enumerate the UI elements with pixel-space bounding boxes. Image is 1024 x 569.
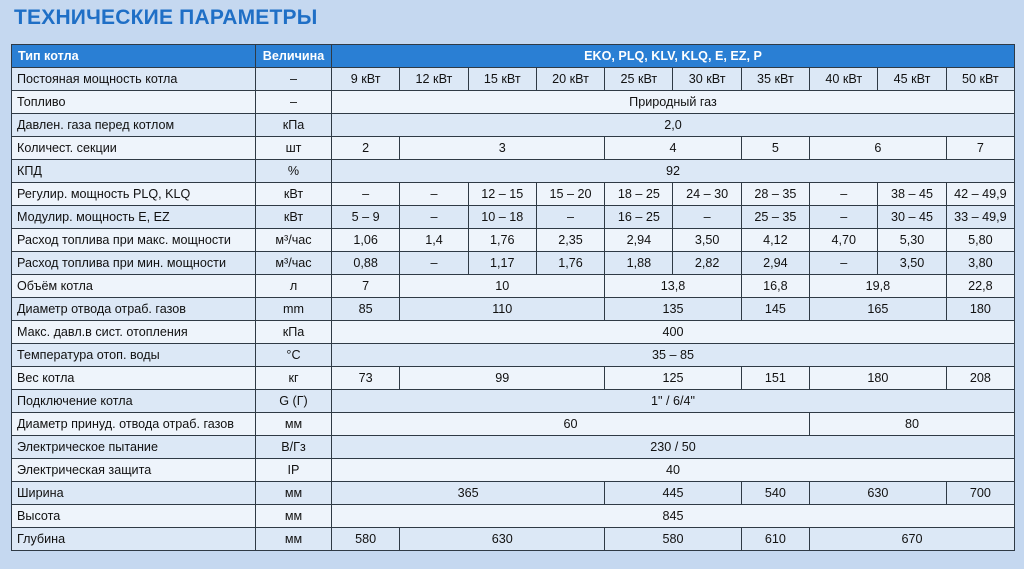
value-cell: 30 кВт — [673, 68, 741, 91]
value-cell: 1" / 6/4" — [332, 390, 1015, 413]
value-cell: 1,17 — [468, 252, 536, 275]
value-cell: 4,12 — [741, 229, 809, 252]
unit-cell: – — [256, 68, 332, 91]
value-cell: 10 – 18 — [468, 206, 536, 229]
param-label: Количест. секции — [12, 137, 256, 160]
param-label: Топливо — [12, 91, 256, 114]
value-cell: 20 кВт — [536, 68, 604, 91]
value-cell: 400 — [332, 321, 1015, 344]
param-label: Глубина — [12, 528, 256, 551]
value-cell: 5 – 9 — [332, 206, 400, 229]
value-cell: 145 — [741, 298, 809, 321]
header-models: EKO, PLQ, KLV, KLQ, E, EZ, P — [332, 45, 1015, 68]
value-cell: – — [810, 252, 878, 275]
table-row — [12, 528, 1015, 551]
value-cell: 580 — [332, 528, 400, 551]
value-cell: 1,88 — [605, 252, 673, 275]
unit-cell: мм — [256, 413, 332, 436]
value-cell: 2,0 — [332, 114, 1015, 137]
value-cell: – — [332, 183, 400, 206]
table-body — [12, 68, 1015, 551]
value-cell: 80 — [810, 413, 1015, 436]
value-cell: 630 — [400, 528, 605, 551]
value-cell: 5,30 — [878, 229, 946, 252]
value-cell: 35 – 85 — [332, 344, 1015, 367]
value-cell: – — [673, 206, 741, 229]
specs-table — [11, 44, 1015, 551]
table-row — [12, 114, 1015, 137]
value-cell: 15 кВт — [468, 68, 536, 91]
table-row — [12, 298, 1015, 321]
table-row — [12, 344, 1015, 367]
value-cell: 85 — [332, 298, 400, 321]
value-cell: 16,8 — [741, 275, 809, 298]
table-row — [12, 252, 1015, 275]
header-param: Тип котла — [12, 45, 256, 68]
unit-cell: кПа — [256, 114, 332, 137]
value-cell: 99 — [400, 367, 605, 390]
unit-cell: кВт — [256, 206, 332, 229]
param-label: Модулир. мощность E, EZ — [12, 206, 256, 229]
unit-cell: °C — [256, 344, 332, 367]
value-cell: 13,8 — [605, 275, 742, 298]
table-row — [12, 367, 1015, 390]
value-cell: 230 / 50 — [332, 436, 1015, 459]
value-cell: 35 кВт — [741, 68, 809, 91]
unit-cell: кг — [256, 367, 332, 390]
param-label: Регулир. мощность PLQ, KLQ — [12, 183, 256, 206]
value-cell: 2,82 — [673, 252, 741, 275]
table-row — [12, 137, 1015, 160]
value-cell: 540 — [741, 482, 809, 505]
value-cell: 165 — [810, 298, 947, 321]
table-row — [12, 91, 1015, 114]
unit-cell: G (Г) — [256, 390, 332, 413]
value-cell: 7 — [332, 275, 400, 298]
table-row — [12, 505, 1015, 528]
value-cell: – — [400, 183, 468, 206]
param-label: Высота — [12, 505, 256, 528]
unit-cell: кВт — [256, 183, 332, 206]
value-cell: 3,50 — [673, 229, 741, 252]
value-cell: 19,8 — [810, 275, 947, 298]
value-cell: 610 — [741, 528, 809, 551]
value-cell: 2,35 — [536, 229, 604, 252]
value-cell: 4,70 — [810, 229, 878, 252]
value-cell: 24 – 30 — [673, 183, 741, 206]
unit-cell: % — [256, 160, 332, 183]
value-cell: 630 — [810, 482, 947, 505]
unit-cell: В/Гз — [256, 436, 332, 459]
table-row — [12, 229, 1015, 252]
value-cell: 151 — [741, 367, 809, 390]
value-cell: 12 – 15 — [468, 183, 536, 206]
param-label: Электрическое пытание — [12, 436, 256, 459]
value-cell: – — [400, 206, 468, 229]
table-row — [12, 321, 1015, 344]
value-cell: 208 — [946, 367, 1014, 390]
value-cell: 40 — [332, 459, 1015, 482]
value-cell: 9 кВт — [332, 68, 400, 91]
value-cell: 6 — [810, 137, 947, 160]
unit-cell: шт — [256, 137, 332, 160]
value-cell: – — [400, 252, 468, 275]
value-cell: 1,76 — [536, 252, 604, 275]
value-cell: 180 — [946, 298, 1014, 321]
table-row — [12, 160, 1015, 183]
param-label: Диаметр принуд. отвода отраб. газов — [12, 413, 256, 436]
param-label: Постояная мощность котла — [12, 68, 256, 91]
value-cell: 445 — [605, 482, 742, 505]
value-cell: 16 – 25 — [605, 206, 673, 229]
table-row — [12, 183, 1015, 206]
unit-cell: мм — [256, 505, 332, 528]
value-cell: 125 — [605, 367, 742, 390]
value-cell: 42 – 49,9 — [946, 183, 1014, 206]
value-cell: 25 – 35 — [741, 206, 809, 229]
value-cell: 1,76 — [468, 229, 536, 252]
header-unit: Величина — [256, 45, 332, 68]
table-header-row — [12, 45, 1015, 68]
value-cell: 845 — [332, 505, 1015, 528]
value-cell: 3,50 — [878, 252, 946, 275]
unit-cell: – — [256, 91, 332, 114]
param-label: Ширина — [12, 482, 256, 505]
unit-cell: л — [256, 275, 332, 298]
value-cell: 5,80 — [946, 229, 1014, 252]
value-cell: 10 — [400, 275, 605, 298]
value-cell: 18 – 25 — [605, 183, 673, 206]
value-cell: 2,94 — [741, 252, 809, 275]
table-row — [12, 390, 1015, 413]
unit-cell: мм — [256, 482, 332, 505]
table-row — [12, 206, 1015, 229]
param-label: Давлен. газа перед котлом — [12, 114, 256, 137]
param-label: Диаметр отвода отраб. газов — [12, 298, 256, 321]
value-cell: 2,94 — [605, 229, 673, 252]
value-cell: – — [810, 206, 878, 229]
table-row — [12, 413, 1015, 436]
param-label: Подключение котла — [12, 390, 256, 413]
value-cell: 25 кВт — [605, 68, 673, 91]
value-cell: 180 — [810, 367, 947, 390]
param-label: Макс. давл.в сист. отопления — [12, 321, 256, 344]
table-row — [12, 68, 1015, 91]
value-cell: 110 — [400, 298, 605, 321]
value-cell: 38 – 45 — [878, 183, 946, 206]
value-cell: 15 – 20 — [536, 183, 604, 206]
param-label: Объём котла — [12, 275, 256, 298]
value-cell: 365 — [332, 482, 605, 505]
value-cell: 33 – 49,9 — [946, 206, 1014, 229]
param-label: Температура отоп. воды — [12, 344, 256, 367]
table-row — [12, 436, 1015, 459]
param-label: Расход топлива при мин. мощности — [12, 252, 256, 275]
value-cell: 5 — [741, 137, 809, 160]
value-cell: 1,4 — [400, 229, 468, 252]
value-cell: 1,06 — [332, 229, 400, 252]
table-row — [12, 482, 1015, 505]
value-cell: 2 — [332, 137, 400, 160]
unit-cell: mm — [256, 298, 332, 321]
value-cell: 28 – 35 — [741, 183, 809, 206]
unit-cell: IP — [256, 459, 332, 482]
value-cell: 135 — [605, 298, 742, 321]
value-cell: 40 кВт — [810, 68, 878, 91]
value-cell: 60 — [332, 413, 810, 436]
table-row — [12, 459, 1015, 482]
value-cell: 3,80 — [946, 252, 1014, 275]
value-cell: – — [810, 183, 878, 206]
page-title: ТЕХНИЧЕСКИЕ ПАРАМЕТРЫ — [14, 6, 318, 29]
unit-cell: м³/час — [256, 252, 332, 275]
value-cell: 12 кВт — [400, 68, 468, 91]
value-cell: 73 — [332, 367, 400, 390]
param-label: Расход топлива при макс. мощности — [12, 229, 256, 252]
param-label: Электрическая защита — [12, 459, 256, 482]
value-cell: 0,88 — [332, 252, 400, 275]
value-cell: 92 — [332, 160, 1015, 183]
unit-cell: мм — [256, 528, 332, 551]
value-cell: Природный газ — [332, 91, 1015, 114]
table-row — [12, 275, 1015, 298]
value-cell: 670 — [810, 528, 1015, 551]
value-cell: 30 – 45 — [878, 206, 946, 229]
value-cell: 580 — [605, 528, 742, 551]
value-cell: 700 — [946, 482, 1014, 505]
value-cell: 3 — [400, 137, 605, 160]
param-label: КПД — [12, 160, 256, 183]
value-cell: 22,8 — [946, 275, 1014, 298]
value-cell: 4 — [605, 137, 742, 160]
param-label: Вес котла — [12, 367, 256, 390]
unit-cell: кПа — [256, 321, 332, 344]
unit-cell: м³/час — [256, 229, 332, 252]
value-cell: 50 кВт — [946, 68, 1014, 91]
value-cell: – — [536, 206, 604, 229]
value-cell: 45 кВт — [878, 68, 946, 91]
value-cell: 7 — [946, 137, 1014, 160]
